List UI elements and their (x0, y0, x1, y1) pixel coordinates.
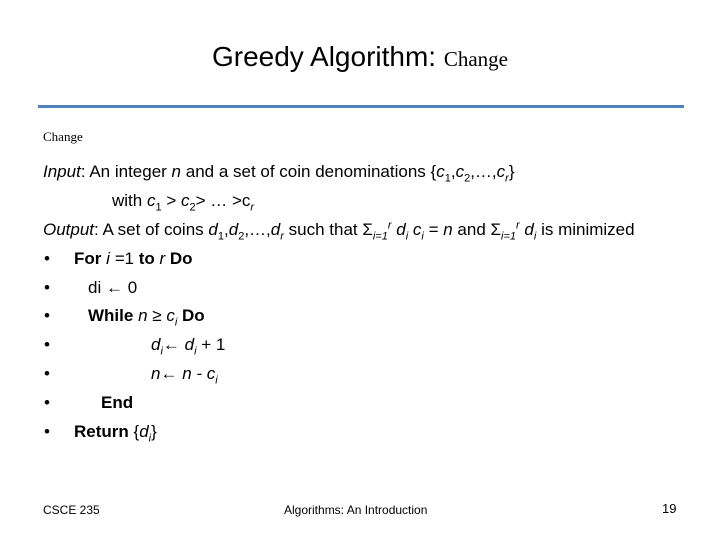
algo-for-line: For i =1 to r Do (74, 249, 193, 268)
footer-course: CSCE 235 (43, 503, 100, 517)
input-condition-line: with $c_1 > c_2>$ … $>c_r$ (112, 191, 255, 214)
slide-title (0, 40, 720, 76)
page-number: 19 (662, 501, 677, 516)
algo-init-line: di ← 0 (88, 278, 138, 297)
footer-book-title: Algorithms: An Introduction (284, 503, 428, 517)
bullet: • (44, 278, 50, 297)
bullet: • (44, 306, 50, 325)
input-line: Input: An integer n and a set of coin denominations $\{c_1,c_2,\dots,c_r\}$ (43, 162, 515, 185)
algo-increment-line: $d_i\leftarrow$ $d_i + 1$ (151, 335, 226, 358)
bullet: • (44, 335, 50, 354)
output-line: Output: A set of coins $d_1,d_2,\dots,d_r$ such that $\Sigma_{i=1}^r$ $d_i$ $c_i = n$ and $\Sigma_{i=1}^r$ $d_i$ is minimized (43, 219, 635, 243)
algo-decrement-line: n← n - $c_i$ (151, 364, 218, 387)
bullet: • (44, 422, 50, 441)
title-divider (38, 105, 684, 108)
slide-subheading: Change (43, 129, 83, 144)
slide-title-sub: Change (443, 47, 509, 71)
algo-end-line: End (101, 393, 134, 412)
algo-while-line: While $n \ge c_i$ Do (88, 306, 205, 329)
bullet: • (44, 393, 50, 412)
algo-return-line: Return $\{d_i\}$ (74, 422, 157, 445)
bullet: • (44, 249, 50, 268)
bullet: • (44, 364, 50, 383)
slide-title-main: Greedy Algorithm: (211, 41, 444, 72)
